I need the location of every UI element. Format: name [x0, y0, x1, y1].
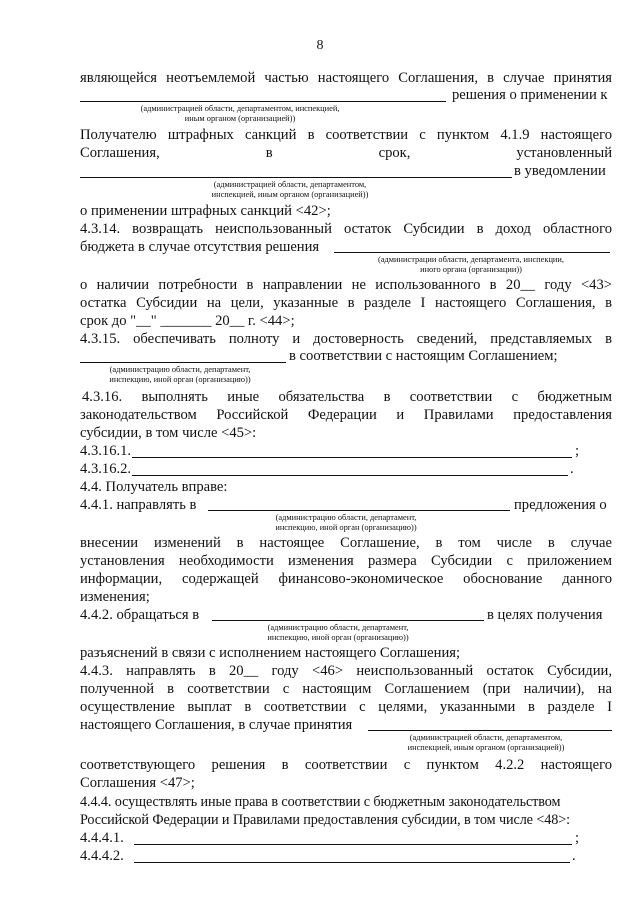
text-line: остатка Субсидии на цели, указанные в разделе I настоящего Соглашения, в: [80, 295, 612, 311]
text-line: .: [570, 461, 574, 477]
footnote-caption: (администрацией области, департаментом,: [213, 180, 367, 189]
text-line: 4.4. Получатель вправе:: [80, 479, 228, 495]
text-line: 4.3.15. обеспечивать полноту и достоверность сведений, представляемых в: [80, 331, 612, 347]
footnote-caption: (администрацию области, департамент,: [267, 623, 409, 632]
blank-line: [208, 510, 510, 511]
blank-line: [80, 101, 446, 102]
blank-line: [134, 844, 572, 845]
list-item-label: 4.3.16.1.: [80, 443, 132, 459]
text-line: изменения;: [80, 589, 150, 605]
footnote-caption: инспекцией, иным органом (организацией)): [407, 743, 565, 752]
text-line: полученной в соответствии с настоящим Соглашением (при наличии), на: [80, 681, 612, 697]
text-line: внесении изменений в настоящее Соглашение, в том числе в случае: [80, 535, 612, 551]
text-line: соответствующего решения в соответствии с пунктом 4.2.2 настоящего: [80, 757, 612, 773]
footnote-caption: (администрацией области, департаментом, инспекцией,: [140, 104, 340, 113]
text-line: субсидии, в том числе <45>:: [80, 425, 257, 441]
footnote-caption: (администрации области, департамента, инспекции,: [377, 255, 564, 264]
text-line: 4.4.3. направлять в 20__ году <46> неиспользованный остаток Субсидии,: [80, 663, 612, 679]
list-item-label: 4.3.16.2.: [80, 461, 132, 477]
blank-line: [132, 457, 572, 458]
text-line: Получателю штрафных санкций в соответствии с пунктом 4.1.9 настоящего: [80, 127, 612, 143]
text-line: 4.4.1. направлять в: [80, 497, 197, 513]
footnote-caption: (администрацией области, департаментом,: [409, 733, 563, 742]
text-line: установления необходимости изменения размера Субсидии с приложением: [80, 553, 612, 569]
text-line: Российской Федерации и Правилами предоставления субсидии, в том числе <48>:: [80, 812, 570, 828]
text-line: осуществление выплат в соответствии с целями, указанными в разделе I: [80, 699, 612, 715]
text-line: 4.4.2. обращаться в: [80, 607, 200, 623]
page-number: 8: [316, 38, 324, 53]
text-line: срок до "__" _______ 20__ г. <44>;: [80, 313, 295, 329]
footnote-caption: иным органом (организацией)): [184, 114, 296, 123]
text-line: в целях получения: [487, 607, 603, 623]
footnote-caption: инспекцию, иной орган (организацию)): [275, 523, 417, 532]
text-line: предложения о: [514, 497, 607, 513]
list-item-label: 4.4.4.1.: [80, 830, 124, 846]
list-item-label: 4.4.4.2.: [80, 848, 124, 864]
text-line: разъяснений в связи с исполнением настоящего Соглашения;: [80, 645, 461, 661]
text-line: Соглашения <47>;: [80, 775, 195, 791]
text-line: ;: [575, 443, 580, 459]
footnote-caption: инспекцией, иным органом (организацией)): [211, 190, 369, 199]
text-line: 4.4.4. осуществлять иные права в соответствии с бюджетным законодательством: [80, 794, 561, 810]
blank-line: [132, 475, 568, 476]
footnote-caption: (администрацию области, департамент,: [275, 513, 417, 522]
text-line: бюджета в случае отсутствия решения: [80, 239, 320, 255]
text-line: настоящего Соглашения, в случае принятия: [80, 717, 353, 733]
footnote-caption: инспекцию, иной орган (организацию)): [109, 375, 251, 384]
blank-line: [134, 862, 570, 863]
text-line: в уведомлении: [514, 163, 606, 179]
text-line: в соответствии с настоящим Соглашением;: [289, 348, 558, 364]
text-line: 4.3.14. возвращать неиспользованный остаток Субсидии в доход областного: [80, 221, 612, 237]
text-line: являющейся неотъемлемой частью настоящего Соглашения, в случае принятия: [80, 70, 612, 86]
text-line: информации, содержащей финансово-экономическое обоснование данного: [80, 571, 612, 587]
text-line: о применении штрафных санкций <42>;: [80, 203, 331, 219]
blank-line: [368, 730, 612, 731]
footnote-caption: (администрацию области, департамент,: [109, 365, 251, 374]
text-line: решения о применении к: [452, 87, 608, 103]
text-line: ;: [575, 830, 580, 846]
text-line: о наличии потребности в направлении не использованного в 20__ году <43>: [80, 277, 612, 293]
blank-line: [212, 620, 484, 621]
blank-line: [334, 252, 610, 253]
footnote-caption: иного органа (организации)): [420, 265, 522, 274]
blank-line: [80, 177, 512, 178]
text-line: 4.3.16. выполнять иные обязательства в соответствии с бюджетным: [82, 389, 612, 405]
text-line: законодательством Российской Федерации и Правилами предоставления: [80, 407, 612, 423]
blank-line: [80, 362, 286, 363]
footnote-caption: инспекцию, иной орган (организацию)): [267, 633, 409, 642]
text-line: .: [572, 848, 576, 864]
text-line: Соглашения, в срок, установленный: [80, 145, 612, 161]
